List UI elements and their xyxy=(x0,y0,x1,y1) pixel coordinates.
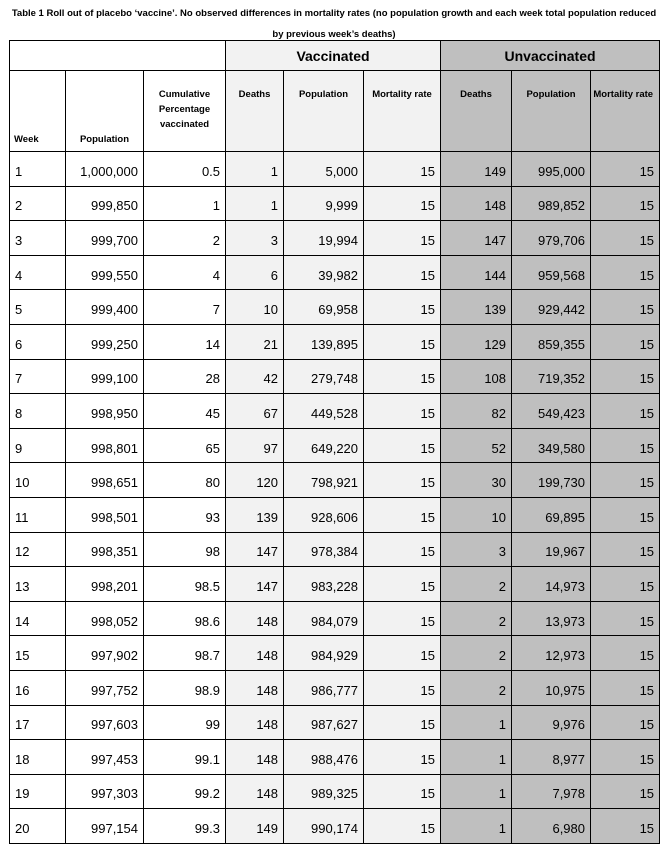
cell-vaccinated-population: 5,000 xyxy=(284,152,364,187)
table-row xyxy=(10,186,660,221)
cell-unvaccinated-deaths: 139 xyxy=(441,290,512,325)
table-row xyxy=(10,809,660,844)
cell-vaccinated-deaths: 147 xyxy=(226,567,284,602)
cell-cumulative-percentage: 98 xyxy=(144,532,226,567)
cell-cumulative-percentage: 80 xyxy=(144,463,226,498)
cell-unvaccinated-mortality: 15 xyxy=(591,221,660,256)
cell-population: 999,550 xyxy=(66,255,144,290)
cell-week: 6 xyxy=(10,324,66,359)
col-header-vaccinated-mortality: Mortality rate xyxy=(364,71,441,152)
cell-vaccinated-mortality: 15 xyxy=(364,221,441,256)
cell-vaccinated-deaths: 6 xyxy=(226,255,284,290)
cell-unvaccinated-population: 995,000 xyxy=(512,152,591,187)
cell-unvaccinated-mortality: 15 xyxy=(591,705,660,740)
cell-unvaccinated-deaths: 129 xyxy=(441,324,512,359)
cell-vaccinated-deaths: 67 xyxy=(226,394,284,429)
cell-unvaccinated-deaths: 2 xyxy=(441,601,512,636)
cell-vaccinated-population: 984,929 xyxy=(284,636,364,671)
group-header-blank xyxy=(10,41,226,71)
cell-unvaccinated-population: 8,977 xyxy=(512,740,591,775)
cell-week: 5 xyxy=(10,290,66,325)
cell-vaccinated-deaths: 97 xyxy=(226,428,284,463)
cell-vaccinated-population: 988,476 xyxy=(284,740,364,775)
cell-unvaccinated-deaths: 1 xyxy=(441,705,512,740)
cell-unvaccinated-mortality: 15 xyxy=(591,290,660,325)
cell-vaccinated-mortality: 15 xyxy=(364,774,441,809)
cell-unvaccinated-deaths: 2 xyxy=(441,636,512,671)
cell-unvaccinated-deaths: 1 xyxy=(441,809,512,844)
cell-population: 997,752 xyxy=(66,670,144,705)
cell-vaccinated-mortality: 15 xyxy=(364,463,441,498)
table-row xyxy=(10,152,660,187)
cell-vaccinated-population: 987,627 xyxy=(284,705,364,740)
cell-unvaccinated-population: 989,852 xyxy=(512,186,591,221)
cell-unvaccinated-mortality: 15 xyxy=(591,740,660,775)
cell-vaccinated-mortality: 15 xyxy=(364,567,441,602)
cell-vaccinated-mortality: 15 xyxy=(364,497,441,532)
cell-vaccinated-deaths: 10 xyxy=(226,290,284,325)
cell-vaccinated-mortality: 15 xyxy=(364,532,441,567)
cell-vaccinated-deaths: 42 xyxy=(226,359,284,394)
cell-population: 999,850 xyxy=(66,186,144,221)
cell-cumulative-percentage: 14 xyxy=(144,324,226,359)
cell-cumulative-percentage: 4 xyxy=(144,255,226,290)
cell-unvaccinated-deaths: 149 xyxy=(441,152,512,187)
cell-week: 15 xyxy=(10,636,66,671)
cell-week: 9 xyxy=(10,428,66,463)
cell-unvaccinated-deaths: 1 xyxy=(441,740,512,775)
cell-population: 998,501 xyxy=(66,497,144,532)
unvaccinated-group-header: Unvaccinated xyxy=(441,41,660,71)
col-header-vaccinated-population: Population xyxy=(284,71,364,152)
cell-population: 999,100 xyxy=(66,359,144,394)
cell-week: 8 xyxy=(10,394,66,429)
cell-unvaccinated-mortality: 15 xyxy=(591,601,660,636)
cell-vaccinated-mortality: 15 xyxy=(364,290,441,325)
column-header-row xyxy=(10,71,660,152)
cell-unvaccinated-population: 7,978 xyxy=(512,774,591,809)
table-row xyxy=(10,670,660,705)
table-row xyxy=(10,705,660,740)
table-row xyxy=(10,428,660,463)
vaccine-rollout-table xyxy=(9,40,660,844)
col-header-cumulative-percentage: Cumulative Percentage vaccinated xyxy=(144,71,226,152)
cell-vaccinated-population: 139,895 xyxy=(284,324,364,359)
cell-unvaccinated-population: 929,442 xyxy=(512,290,591,325)
cell-unvaccinated-deaths: 148 xyxy=(441,186,512,221)
cell-population: 997,902 xyxy=(66,636,144,671)
cell-cumulative-percentage: 99.1 xyxy=(144,740,226,775)
cell-vaccinated-deaths: 1 xyxy=(226,152,284,187)
cell-vaccinated-mortality: 15 xyxy=(364,705,441,740)
cell-unvaccinated-population: 12,973 xyxy=(512,636,591,671)
cell-vaccinated-population: 39,982 xyxy=(284,255,364,290)
cell-week: 14 xyxy=(10,601,66,636)
cell-vaccinated-mortality: 15 xyxy=(364,255,441,290)
table-row xyxy=(10,463,660,498)
table-row xyxy=(10,497,660,532)
cell-vaccinated-population: 978,384 xyxy=(284,532,364,567)
cell-vaccinated-population: 69,958 xyxy=(284,290,364,325)
cell-week: 1 xyxy=(10,152,66,187)
cell-unvaccinated-deaths: 108 xyxy=(441,359,512,394)
cell-unvaccinated-population: 6,980 xyxy=(512,809,591,844)
cell-cumulative-percentage: 7 xyxy=(144,290,226,325)
cell-population: 998,801 xyxy=(66,428,144,463)
cell-unvaccinated-population: 10,975 xyxy=(512,670,591,705)
table-row xyxy=(10,636,660,671)
col-header-vaccinated-deaths: Deaths xyxy=(226,71,284,152)
cell-vaccinated-deaths: 147 xyxy=(226,532,284,567)
cell-week: 18 xyxy=(10,740,66,775)
cell-week: 7 xyxy=(10,359,66,394)
cell-unvaccinated-mortality: 15 xyxy=(591,359,660,394)
cell-population: 997,303 xyxy=(66,774,144,809)
cell-unvaccinated-mortality: 15 xyxy=(591,394,660,429)
col-header-week: Week xyxy=(10,71,66,152)
cell-unvaccinated-mortality: 15 xyxy=(591,186,660,221)
cell-cumulative-percentage: 2 xyxy=(144,221,226,256)
cell-vaccinated-deaths: 3 xyxy=(226,221,284,256)
cell-vaccinated-deaths: 148 xyxy=(226,670,284,705)
cell-cumulative-percentage: 0.5 xyxy=(144,152,226,187)
cell-population: 998,052 xyxy=(66,601,144,636)
cell-vaccinated-mortality: 15 xyxy=(364,670,441,705)
table-row xyxy=(10,394,660,429)
table-row xyxy=(10,290,660,325)
cell-unvaccinated-mortality: 15 xyxy=(591,774,660,809)
cell-vaccinated-deaths: 1 xyxy=(226,186,284,221)
cell-unvaccinated-mortality: 15 xyxy=(591,567,660,602)
cell-week: 19 xyxy=(10,774,66,809)
cell-vaccinated-population: 449,528 xyxy=(284,394,364,429)
cell-vaccinated-population: 649,220 xyxy=(284,428,364,463)
cell-vaccinated-population: 928,606 xyxy=(284,497,364,532)
cell-unvaccinated-population: 14,973 xyxy=(512,567,591,602)
cell-unvaccinated-mortality: 15 xyxy=(591,152,660,187)
cell-week: 3 xyxy=(10,221,66,256)
cell-unvaccinated-population: 69,895 xyxy=(512,497,591,532)
cell-vaccinated-deaths: 148 xyxy=(226,636,284,671)
cell-vaccinated-mortality: 15 xyxy=(364,152,441,187)
cell-vaccinated-population: 19,994 xyxy=(284,221,364,256)
cell-unvaccinated-population: 19,967 xyxy=(512,532,591,567)
cell-vaccinated-mortality: 15 xyxy=(364,324,441,359)
cell-week: 11 xyxy=(10,497,66,532)
cell-population: 998,201 xyxy=(66,567,144,602)
cell-population: 999,400 xyxy=(66,290,144,325)
cell-vaccinated-population: 798,921 xyxy=(284,463,364,498)
cell-week: 2 xyxy=(10,186,66,221)
cell-cumulative-percentage: 98.7 xyxy=(144,636,226,671)
cell-cumulative-percentage: 99 xyxy=(144,705,226,740)
vaccinated-group-header: Vaccinated xyxy=(226,41,441,71)
cell-vaccinated-population: 984,079 xyxy=(284,601,364,636)
cell-unvaccinated-deaths: 2 xyxy=(441,670,512,705)
cell-vaccinated-mortality: 15 xyxy=(364,636,441,671)
cell-unvaccinated-deaths: 2 xyxy=(441,567,512,602)
cell-unvaccinated-population: 719,352 xyxy=(512,359,591,394)
cell-cumulative-percentage: 65 xyxy=(144,428,226,463)
col-header-unvaccinated-deaths: Deaths xyxy=(441,71,512,152)
cell-unvaccinated-mortality: 15 xyxy=(591,809,660,844)
group-header-row xyxy=(10,41,660,71)
cell-vaccinated-mortality: 15 xyxy=(364,186,441,221)
cell-population: 1,000,000 xyxy=(66,152,144,187)
cell-vaccinated-deaths: 148 xyxy=(226,705,284,740)
cell-unvaccinated-deaths: 30 xyxy=(441,463,512,498)
cell-cumulative-percentage: 98.6 xyxy=(144,601,226,636)
cell-vaccinated-population: 986,777 xyxy=(284,670,364,705)
cell-week: 16 xyxy=(10,670,66,705)
cell-unvaccinated-population: 199,730 xyxy=(512,463,591,498)
cell-unvaccinated-population: 9,976 xyxy=(512,705,591,740)
cell-vaccinated-mortality: 15 xyxy=(364,740,441,775)
cell-vaccinated-deaths: 139 xyxy=(226,497,284,532)
cell-population: 998,950 xyxy=(66,394,144,429)
col-header-population: Population xyxy=(66,71,144,152)
cell-unvaccinated-deaths: 3 xyxy=(441,532,512,567)
cell-vaccinated-population: 279,748 xyxy=(284,359,364,394)
cell-unvaccinated-mortality: 15 xyxy=(591,255,660,290)
table-row xyxy=(10,567,660,602)
cell-unvaccinated-population: 859,355 xyxy=(512,324,591,359)
cell-cumulative-percentage: 45 xyxy=(144,394,226,429)
cell-week: 10 xyxy=(10,463,66,498)
cell-unvaccinated-mortality: 15 xyxy=(591,497,660,532)
cell-unvaccinated-population: 549,423 xyxy=(512,394,591,429)
cell-week: 20 xyxy=(10,809,66,844)
cell-cumulative-percentage: 1 xyxy=(144,186,226,221)
cell-population: 997,154 xyxy=(66,809,144,844)
table-row xyxy=(10,532,660,567)
cell-vaccinated-mortality: 15 xyxy=(364,809,441,844)
cell-unvaccinated-population: 349,580 xyxy=(512,428,591,463)
cell-unvaccinated-mortality: 15 xyxy=(591,463,660,498)
col-header-unvaccinated-population: Population xyxy=(512,71,591,152)
table-caption: Table 1 Roll out of placebo ‘vaccine’. No observed differences in mortality rates (no population growth and each week total population reduced by previous week’s deaths) xyxy=(11,8,657,40)
table-row xyxy=(10,601,660,636)
cell-unvaccinated-mortality: 15 xyxy=(591,636,660,671)
col-header-unvaccinated-mortality: Mortality rate xyxy=(591,71,660,152)
cell-vaccinated-deaths: 149 xyxy=(226,809,284,844)
cell-unvaccinated-mortality: 15 xyxy=(591,532,660,567)
cell-unvaccinated-mortality: 15 xyxy=(591,670,660,705)
cell-vaccinated-population: 990,174 xyxy=(284,809,364,844)
cell-cumulative-percentage: 99.2 xyxy=(144,774,226,809)
cell-population: 998,351 xyxy=(66,532,144,567)
table-row xyxy=(10,774,660,809)
cell-week: 4 xyxy=(10,255,66,290)
cell-cumulative-percentage: 99.3 xyxy=(144,809,226,844)
table-row xyxy=(10,221,660,256)
cell-population: 999,700 xyxy=(66,221,144,256)
cell-vaccinated-mortality: 15 xyxy=(364,428,441,463)
table-row xyxy=(10,359,660,394)
cell-vaccinated-deaths: 148 xyxy=(226,774,284,809)
cell-population: 997,603 xyxy=(66,705,144,740)
table-row xyxy=(10,324,660,359)
cell-unvaccinated-deaths: 82 xyxy=(441,394,512,429)
cell-unvaccinated-mortality: 15 xyxy=(591,428,660,463)
cell-week: 12 xyxy=(10,532,66,567)
cell-vaccinated-population: 989,325 xyxy=(284,774,364,809)
cell-unvaccinated-population: 959,568 xyxy=(512,255,591,290)
cell-vaccinated-mortality: 15 xyxy=(364,601,441,636)
cell-unvaccinated-deaths: 147 xyxy=(441,221,512,256)
cell-unvaccinated-deaths: 1 xyxy=(441,774,512,809)
table-row xyxy=(10,255,660,290)
cell-vaccinated-deaths: 148 xyxy=(226,740,284,775)
cell-vaccinated-mortality: 15 xyxy=(364,394,441,429)
cell-cumulative-percentage: 98.5 xyxy=(144,567,226,602)
cell-vaccinated-deaths: 120 xyxy=(226,463,284,498)
cell-cumulative-percentage: 93 xyxy=(144,497,226,532)
cell-unvaccinated-deaths: 144 xyxy=(441,255,512,290)
cell-cumulative-percentage: 98.9 xyxy=(144,670,226,705)
cell-week: 17 xyxy=(10,705,66,740)
cell-unvaccinated-deaths: 10 xyxy=(441,497,512,532)
cell-vaccinated-population: 983,228 xyxy=(284,567,364,602)
cell-population: 997,453 xyxy=(66,740,144,775)
cell-cumulative-percentage: 28 xyxy=(144,359,226,394)
cell-unvaccinated-mortality: 15 xyxy=(591,324,660,359)
cell-vaccinated-deaths: 148 xyxy=(226,601,284,636)
cell-unvaccinated-population: 13,973 xyxy=(512,601,591,636)
cell-vaccinated-population: 9,999 xyxy=(284,186,364,221)
cell-vaccinated-mortality: 15 xyxy=(364,359,441,394)
cell-vaccinated-deaths: 21 xyxy=(226,324,284,359)
cell-week: 13 xyxy=(10,567,66,602)
cell-unvaccinated-deaths: 52 xyxy=(441,428,512,463)
cell-population: 998,651 xyxy=(66,463,144,498)
cell-unvaccinated-population: 979,706 xyxy=(512,221,591,256)
cell-population: 999,250 xyxy=(66,324,144,359)
